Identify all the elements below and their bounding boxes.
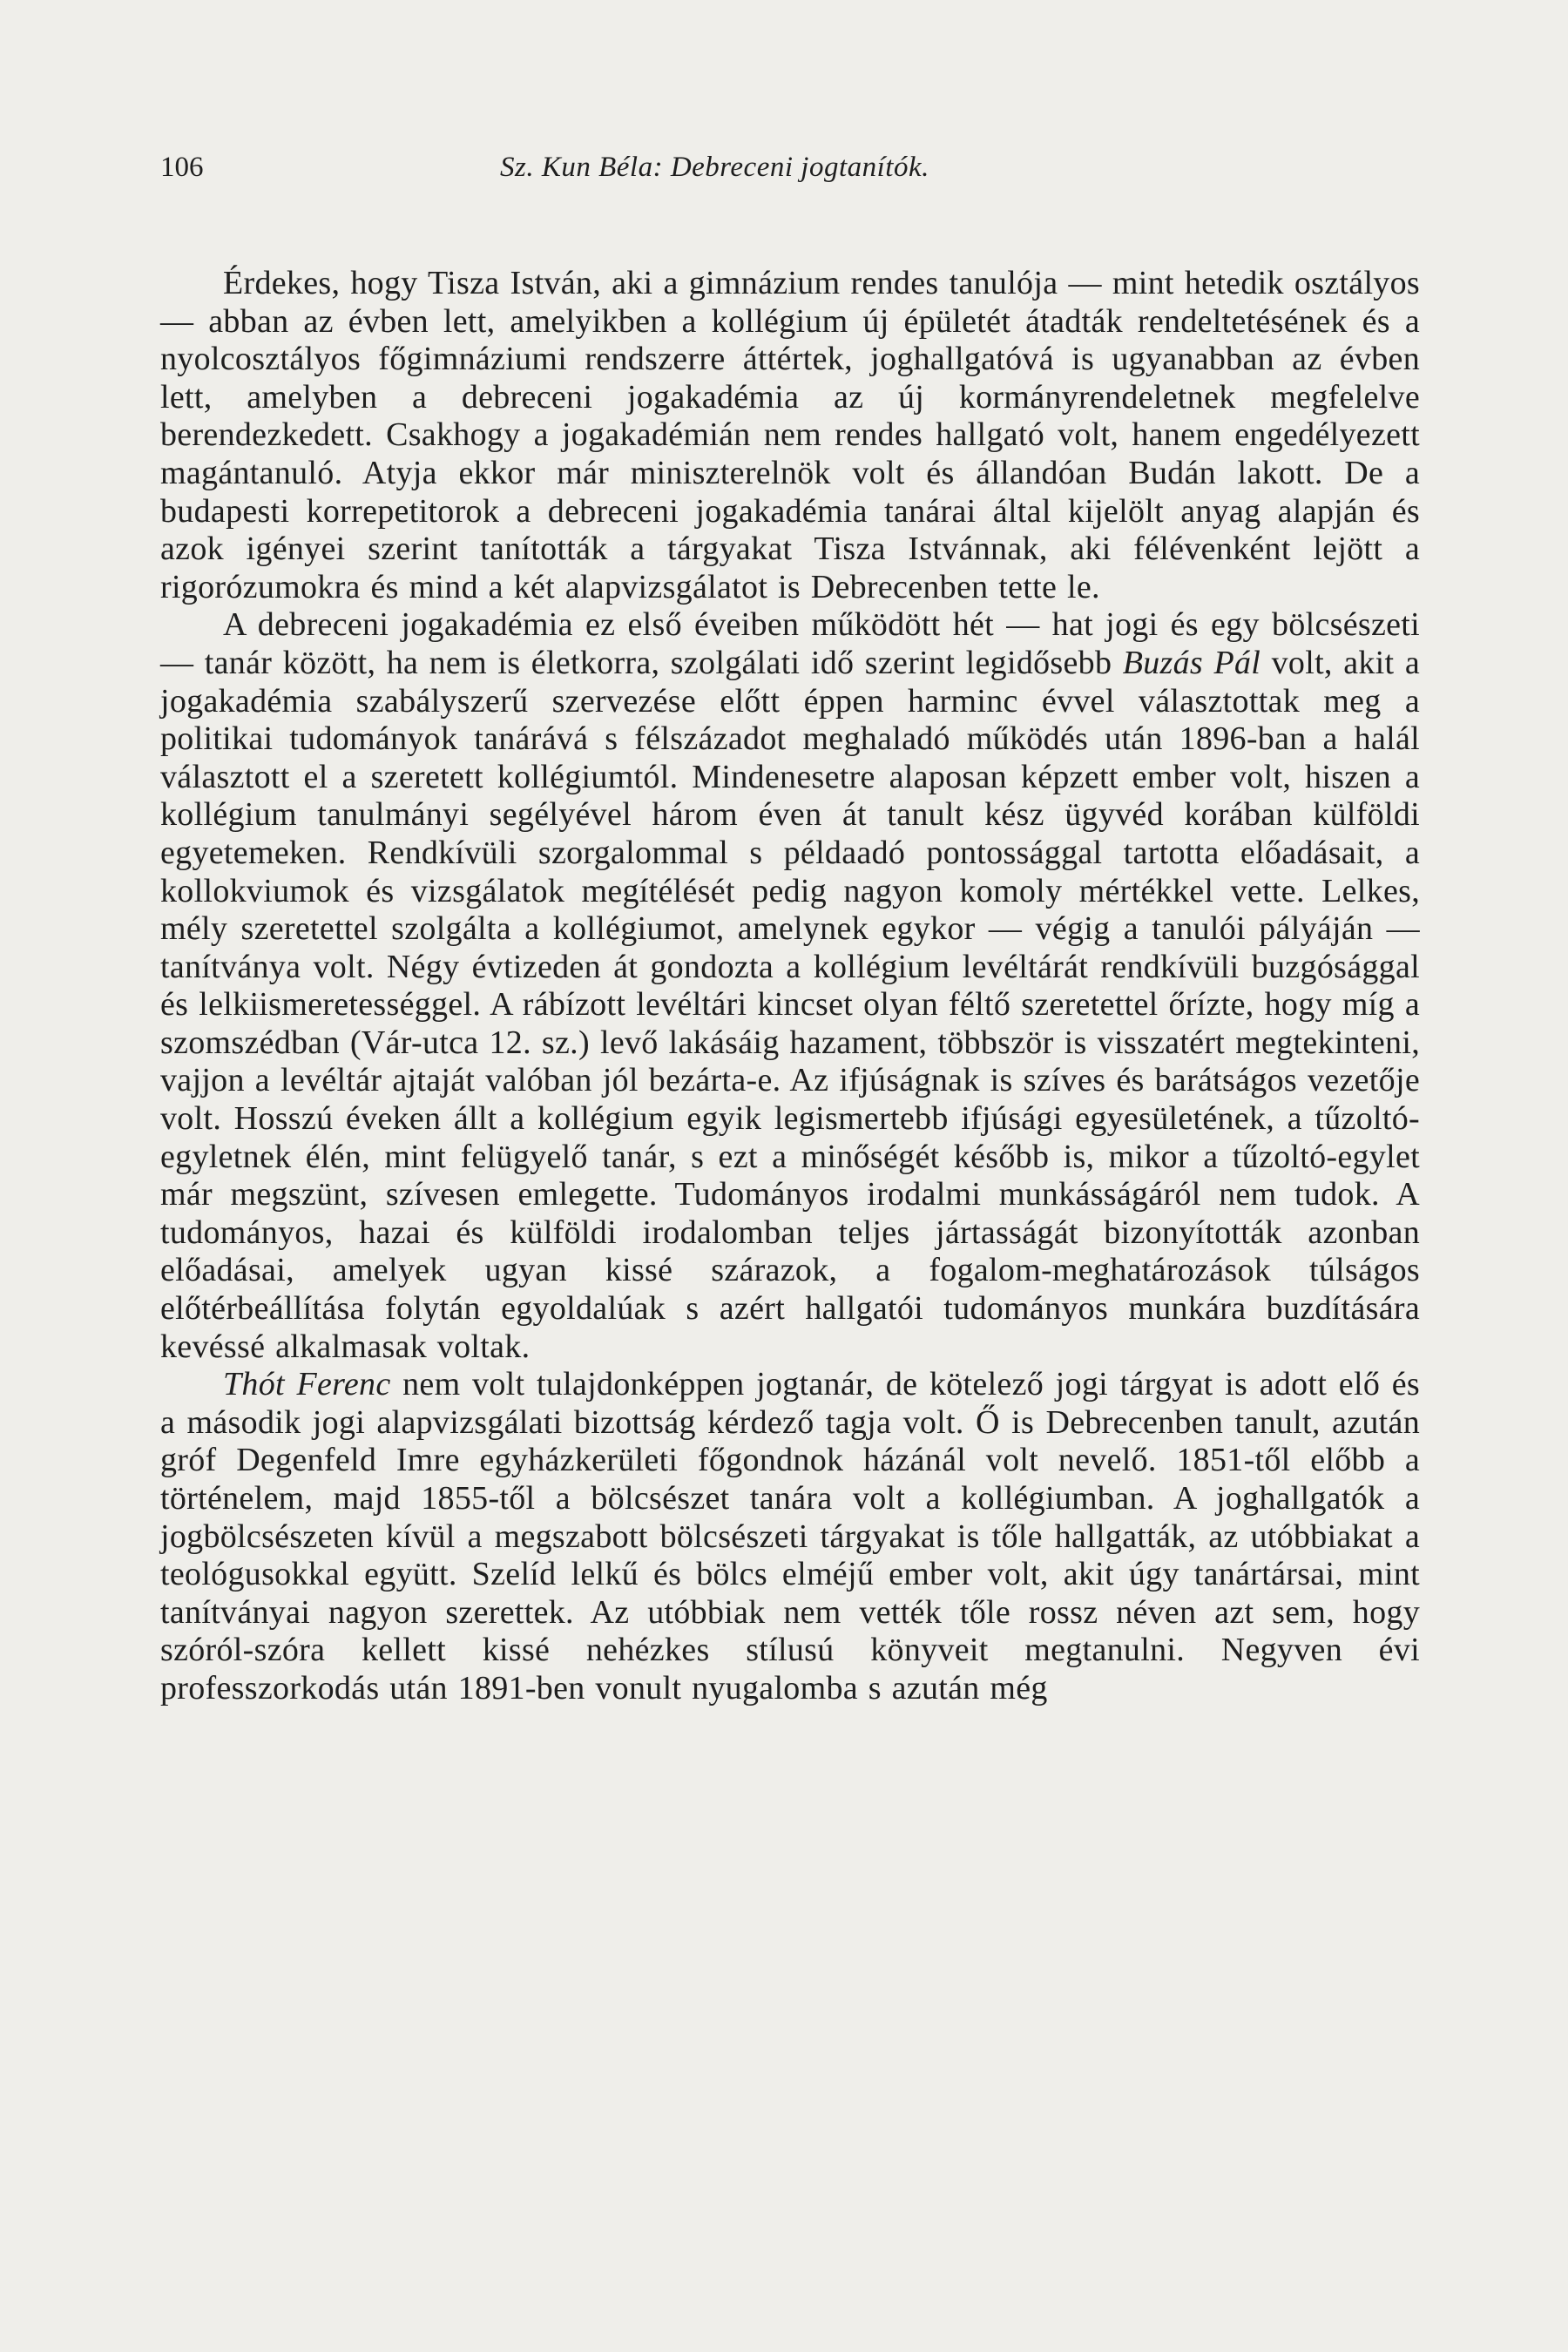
running-header [160, 146, 1420, 188]
paragraph-buzas-rest: volt, akit a jogakadémia szabályszerű szervezése előtt éppen harminc évvel választottak meg a politikai tudományok tanárává s félszázadot meghaladó működés után 1896-ban a halál választott el a szeretett kollégiumtól. Mindenesetre alaposan képzett ember volt, hiszen a kollégium tanulmányi segélyével három éven át tanult kész ügyvéd korában külföldi egyetemeken. Rendkívüli szorgalommal s példaadó pontossággal tartotta előadásait, a kollokviumok és vizsgálatok megítélését pedig nagyon komoly mértékkel vette. Lelkes, mély szeretettel szolgálta a kollégiumot, amelynek egykor — végig a tanulói pályáján — tanítványa volt. Négy évtizeden át gondozta a kollégium levéltárát rendkívüli buzgósággal és lelkiismeretességgel. A rábízott levéltári kincset olyan féltő szeretettel őrízte, hogy míg a szomszédban (Vár-utca 12. sz.) levő lakásáig hazament, többször is visszatért megtekinteni, vajjon a levéltár ajtaját valóban jól bezárta-e. Az ifjúságnak is szíves és barátságos vezetője volt. Hosszú éveken állt a kollégium egyik legismertebb ifjúsági egyesületének, a tűzoltó-egyletnek élén, mint felügyelő tanár, s ezt a minőségét később is, mikor a tűzoltó-egylet már megszünt, szívesen emlegette. Tudományos irodalmi munkásságáról nem tudok. A tudományos, hazai és külföldi irodalomban teljes jártasságát bizonyították azonban előadásai, amelyek ugyan kissé szárazok, a fogalom-meghatározások túlságos előtérbeállítása folytán egyoldalúak s azért hallgatói tudományos munkára buzdítására kevéssé alkalmasak voltak. [160, 644, 1420, 1365]
body-text [160, 265, 1420, 1708]
running-title: Sz. Kun Béla: Debreceni jogtanítók. [500, 152, 929, 183]
paragraph-buzas-intro: A debreceni jogakadémia ez első éveiben működött hét — hat jogi és egy bölcsészeti — tanár között, ha nem is életkorra, szolgálati idő szerint legidősebb [160, 606, 1420, 681]
paragraph-buzas [160, 606, 1420, 1366]
paragraph-thot [160, 1366, 1420, 1707]
paragraph-thot-rest: nem volt tulajdonképpen jogtanár, de kötelező jogi tárgyat is adott elő és a második jogi alapvizsgálati bizottság kérdező tagja volt. Ő is Debrecenben tanult, azután gróf Degenfeld Imre egyházkerületi főgondnok házánál volt nevelő. 1851-től előbb a történelem, majd 1855-től a bölcsészet tanára volt a kollégiumban. A joghallgatók a jogbölcsészeten kívül a megszabott bölcsészeti tárgyakat is tőle hallgatták, az utóbbiakat a teológusokkal együtt. Szelíd lelkű és bölcs elméjű ember volt, akit úgy tanártársai, mint tanítványai nagyon szerettek. Az utóbbiak nem vették tőle rossz néven azt sem, hogy szóról-szóra kellett kissé nehézkes stílusú könyveit megtanulni. Negyven évi professzorkodás után 1891-ben vonult nyugalomba s azután még [160, 1366, 1420, 1707]
paragraph-tisza: Érdekes, hogy Tisza István, aki a gimnázium rendes tanulója — mint hetedik osztályos — abban az évben lett, amelyikben a kollégium új épületét átadták rendeltetésének és a nyolcosztályos főgimnáziumi rendszerre áttértek, joghallgatóvá is ugyanabban az évben lett, amelyben a debreceni jogakadémia az új kormányrendeletnek megfelelve berendezkedett. Csakhogy a jogakadémián nem rendes hallgató volt, hanem engedélyezett magántanuló. Atyja ekkor már miniszterelnök volt és állandóan Budán lakott. De a budapesti korrepetitorok a debreceni jogakadémia tanárai által kijelölt anyag alapján és azok igényei szerint tanították a tárgyakat Tisza Istvánnak, aki félévenként lejött a rigorózumokra és mind a két alapvizsgálatot is Debrecenben tette le. [160, 265, 1420, 605]
person-name-buzas: Buzás Pál [1122, 644, 1261, 681]
page-number: 106 [160, 152, 204, 183]
person-name-thot: Thót Ferenc [223, 1366, 391, 1403]
